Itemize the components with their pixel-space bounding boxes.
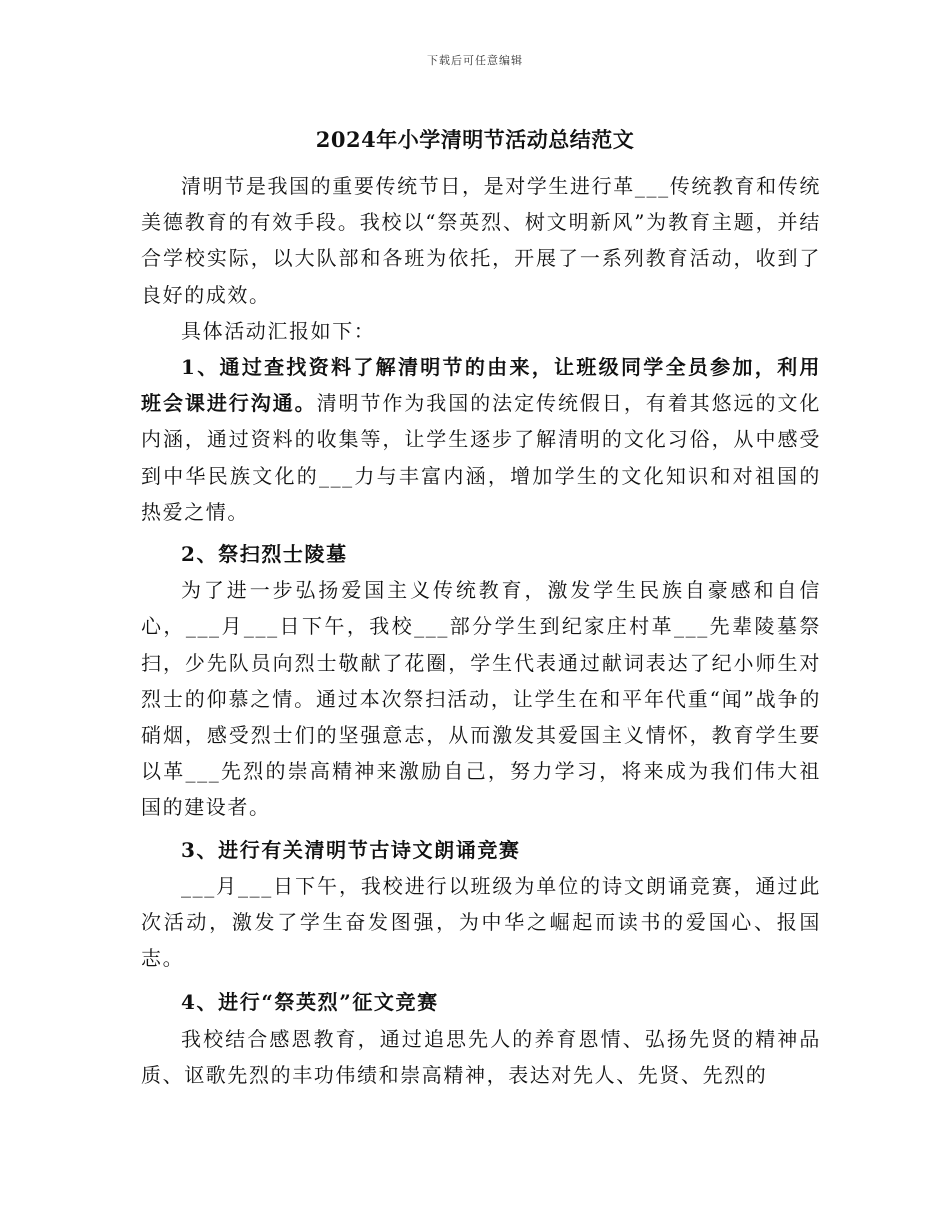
intro-paragraph: 清明节是我国的重要传统节日，是对学生进行革___传统教育和传统美德教育的有效手段。我校以“祭英烈、树文明新风”为教育主题，并结合学校实际，以大队部和各班为依托，开展了一系列教育活动，收到了良好的成效。 xyxy=(141,174,821,307)
item3-body: ___月___日下午，我校进行以班级为单位的诗文朗诵竞赛，通过此次活动，激发了学生奋发图强，为中华之崛起而读书的爱国心、报国志。 xyxy=(141,873,821,971)
item1-body: 清明节作为我国的法定传统假日，有着其悠远的文化内涵，通过资料的收集等，让学生逐步了解清明的文化习俗，从中感受到中华民族文化的___力与丰富内涵，增加学生的文化知识和对祖国的热爱之情。 xyxy=(141,391,821,524)
item2-heading: 2、祭扫烈士陵墓 xyxy=(181,542,348,567)
item4-body: 我校结合感恩教育，通过追思先人的养育恩情、弘扬先贤的精神品质、讴歌先烈的丰功伟绩和崇高精神，表达对先人、先贤、先烈的 xyxy=(141,1026,821,1087)
item4-heading: 4、进行“祭英烈”征文竞赛 xyxy=(181,990,439,1015)
item1-heading: 1、通过查找资料了解清明节的由来，让班级同学全员参加，利用班会课进行沟通。 xyxy=(141,355,821,416)
document-title: 2024年小学清明节活动总结范文 xyxy=(315,127,635,152)
item3-heading: 3、进行有关清明节古诗文朗诵竞赛 xyxy=(181,837,521,862)
item2-body: 为了进一步弘扬爱国主义传统教育，激发学生民族自豪感和自信心，___月___日下午，我校___部分学生到纪家庄村革___先辈陵墓祭扫，少先队员向烈士敬献了花圈，学生代表通过献词表达了纪小师生对烈士的仰慕之情。通过本次祭扫活动，让学生在和平年代重“闻”战争的硝烟，感受烈士们的坚强意志，从而激发其爱国主义情怀，教育学生要以革___先烈的崇高精神来激励自己，努力学习，将来成为我们伟大祖国的建设者。 xyxy=(141,578,821,820)
report-lead-paragraph: 具体活动汇报如下： xyxy=(181,318,376,343)
document-body xyxy=(141,168,821,1093)
item1-paragraph xyxy=(141,349,821,530)
header-note: 下载后可任意编辑 xyxy=(427,54,523,67)
